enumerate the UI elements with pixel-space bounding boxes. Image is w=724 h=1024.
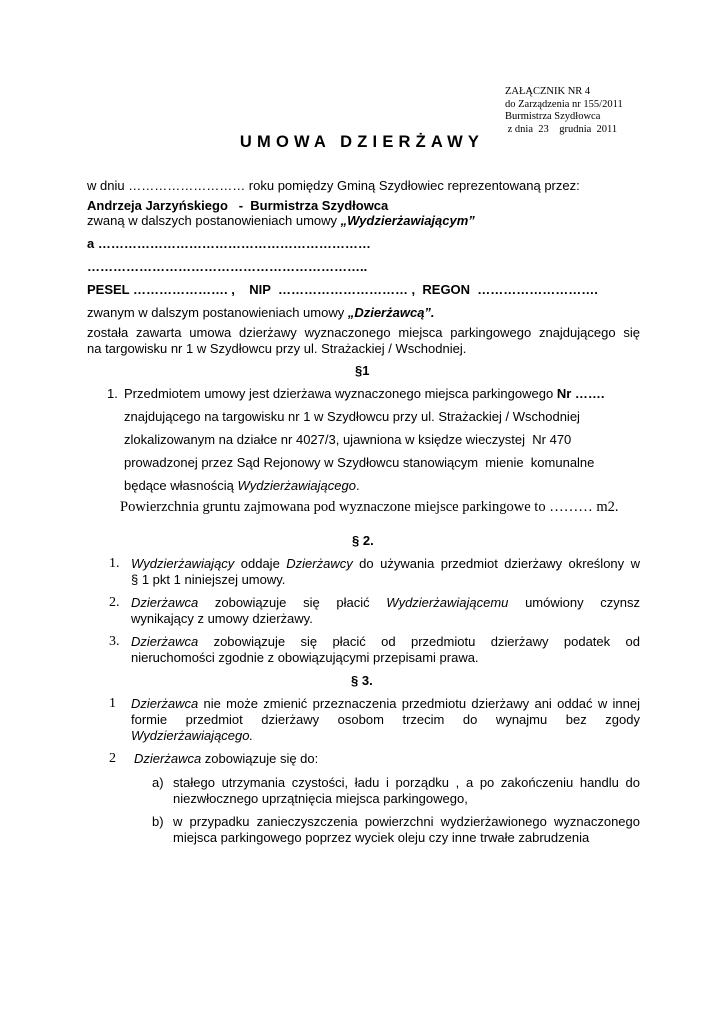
s2-item-1-line-1: [131, 556, 640, 571]
intro-called-wydzierzawiajacy: [87, 213, 475, 228]
s3-item-2-text-a: zobowiązuje się do:: [201, 751, 319, 766]
called2-term: „Dzierżawcą”.: [347, 305, 435, 320]
s2-item-1-line-2: § 1 pkt 1 niniejszej umowy.: [131, 572, 286, 587]
s2-item-2-number: 2.: [109, 595, 120, 610]
intro-date-line: w dniu ……………………… roku pomiędzy Gminą Szydłowiec reprezentowaną przez:: [87, 178, 580, 193]
s3-sub-b-line-1: w przypadku zanieczyszczenia powierzchni wydzierżawionego wyznaczonego: [173, 814, 640, 829]
s2-item-2-line-1: [131, 595, 640, 610]
intro-party-a-line2: ………………………………………………………..: [87, 259, 368, 274]
s1-line-4: prowadzonej przez Sąd Rejonowy w Szydłowcu stanowiącym mienie komunalne: [124, 455, 595, 470]
intro-representative: Andrzeja Jarzyńskiego - Burmistrza Szydłowca: [87, 198, 389, 213]
s2-item-2-italic: Dzierżawca: [131, 595, 199, 610]
intro-called-dzierzawca: [87, 305, 435, 320]
intro-concluded-line2: na targowisku nr 1 w Szydłowcu przy ul. Strażackiej / Wschodniej.: [87, 341, 467, 356]
s2-item-2-italic2: Wydzierżawiającemu: [386, 595, 509, 610]
s3-item-1-line-3: Wydzierżawiającego.: [131, 728, 254, 743]
s1-line-1: [124, 386, 604, 401]
s1-line-3: zlokalizowanym na działce nr 4027/3, ujawniona w księdze wieczystej Nr 470: [124, 432, 572, 447]
s2-item-1-text-a: oddaje: [234, 556, 287, 571]
called-prefix: zwaną w dalszych postanowieniach umowy: [87, 213, 341, 228]
s1-line-5-end: .: [355, 478, 360, 493]
s3-item-1-line-2: formie przedmiot dzierżawy osobom trzecim do wynajmu bez zgody: [131, 712, 640, 727]
s2-item-2-text-a: zobowiązuje się płacić: [198, 595, 387, 610]
s3-sub-a-label: a): [152, 775, 164, 790]
s2-item-1-text-b: do używania przedmiot dzierżawy określony w: [352, 556, 640, 571]
annex-line-2: do Zarządzenia nr 155/2011: [505, 98, 623, 110]
s3-item-1-line-1: [131, 696, 640, 711]
s3-sub-a-line-1: stałego utrzymania czystości, ładu i porządku , a po zakończeniu handlu do: [173, 775, 640, 790]
s3-item-2-number: 2: [109, 751, 116, 766]
called-term: „Wydzierżawiającym”: [340, 213, 475, 228]
section-2-heading: § 2.: [352, 533, 374, 548]
s1-item-number: 1.: [107, 386, 118, 401]
s2-item-3-number: 3.: [109, 634, 120, 649]
annex-header: [505, 86, 623, 136]
s1-line-5-italic: Wydzierżawiającego: [237, 478, 356, 493]
s1-line-2: znajdującego na targowisku nr 1 w Szydłowcu przy ul. Strażackiej / Wschodniej: [124, 409, 580, 424]
intro-identifiers: PESEL …………………. , NIP ………………………… , REGON ……………………….: [87, 282, 598, 297]
annex-line-1: ZAŁĄCZNIK NR 4: [505, 86, 591, 97]
s2-item-1-number: 1.: [109, 556, 120, 571]
annex-line-3: Burmistrza Szydłowca: [505, 111, 601, 122]
s1-area: Powierzchnia gruntu zajmowana pod wyznaczone miejsce parkingowe to ……… m2.: [120, 499, 619, 515]
section-3-heading: § 3.: [351, 673, 373, 688]
annex-line-4: z dnia 23 grudnia 2011: [505, 123, 618, 135]
s3-sub-a-line-2: niezwłocznego uprzątnięcia miejsca parkingowego,: [173, 791, 468, 806]
s1-line-5-text: będące własnością: [124, 478, 238, 493]
s2-item-2-text-b: umówiony czynsz: [508, 595, 640, 610]
s3-sub-b-label: b): [152, 814, 164, 829]
s2-item-3-line-2: nieruchomości zgodnie z obowiązującymi przepisami prawa.: [131, 650, 479, 665]
s2-item-3-italic: Dzierżawca: [131, 634, 199, 649]
document-title: UMOWA DZIERŻAWY: [239, 133, 485, 151]
s3-item-1-text-a: nie może zmienić przeznaczenia przedmiotu dzierżawy ani oddać w innej: [198, 696, 640, 711]
s3-sub-b-line-2: miejsca parkingowego poprzez wyciek oleju czy inne trwałe zabrudzenia: [173, 830, 590, 845]
intro-party-a: a ………………………………………………………: [87, 236, 371, 251]
s3-item-1-italic: Dzierżawca: [131, 696, 199, 711]
s3-item-2-italic: Dzierżawca: [134, 751, 202, 766]
s2-item-3-line-1: [131, 634, 640, 649]
s3-item-2-line-1: [134, 751, 318, 766]
intro-concluded-line1: została zawarta umowa dzierżawy wyznaczonego miejsca parkingowego znajdującego się: [87, 325, 640, 340]
s3-item-1-number: 1: [109, 696, 116, 711]
called2-prefix: zwanym w dalszym postanowieniach umowy: [87, 305, 348, 320]
section-1-heading: §1: [355, 363, 370, 378]
s1-spot-number: Nr …….: [556, 386, 605, 401]
s2-item-3-text-a: zobowiązuje się płacić od przedmiotu dzierżawy podatek od: [198, 634, 640, 649]
s2-item-1-italic: Wydzierżawiający: [131, 556, 235, 571]
s2-item-2-line-2: wynikający z umowy dzierżawy.: [131, 611, 313, 626]
s1-line-1-text: Przedmiotem umowy jest dzierżawa wyznaczonego miejsca parkingowego: [124, 386, 557, 401]
s2-item-1-italic2: Dzierżawcy: [286, 556, 353, 571]
s1-line-5: [124, 478, 360, 493]
